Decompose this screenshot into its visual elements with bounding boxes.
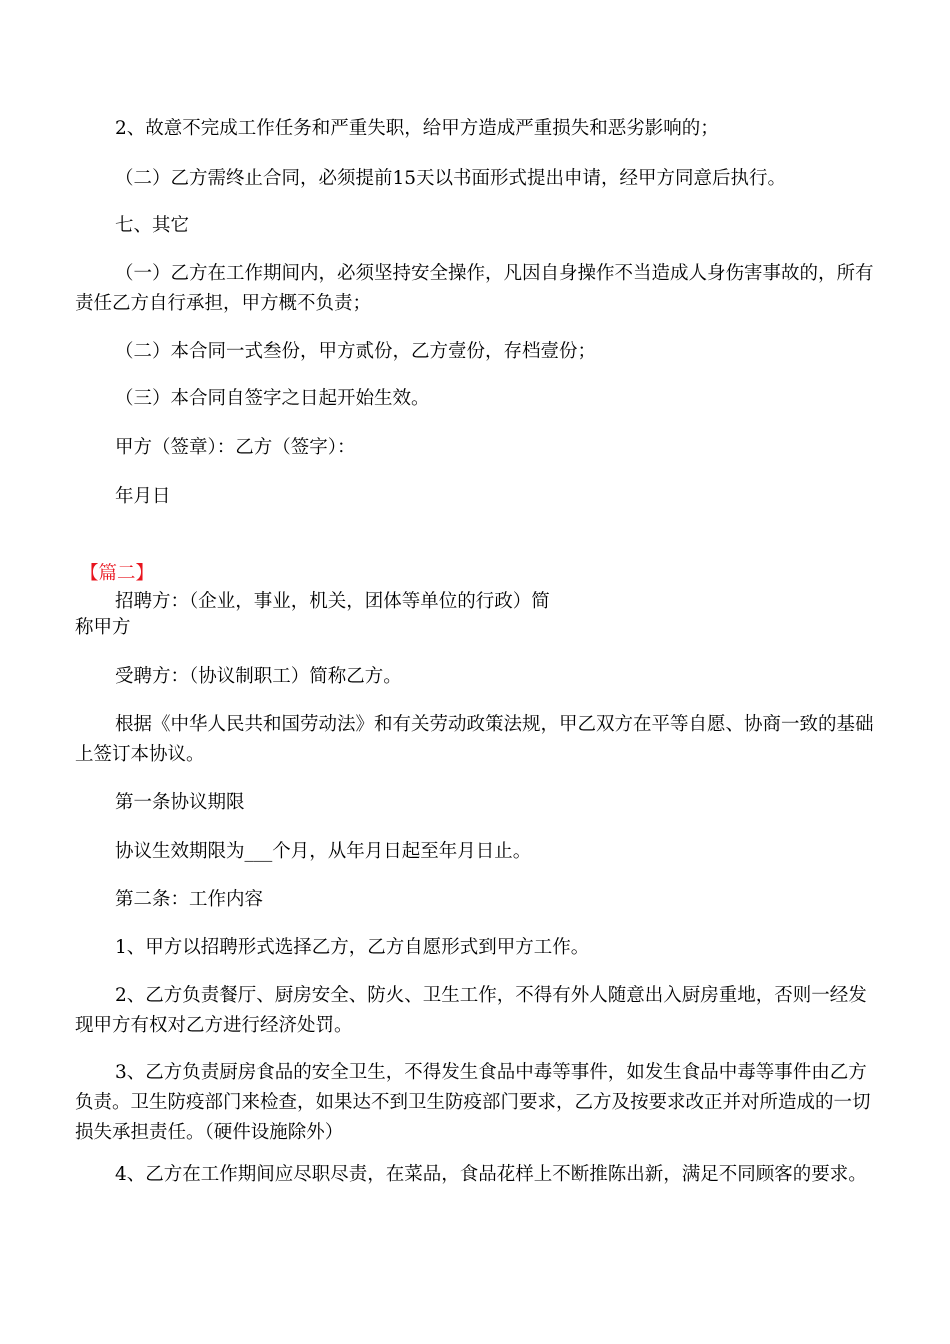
- section-heading-other: 七、其它: [115, 215, 190, 236]
- date-line: 年月日: [115, 486, 171, 507]
- clause-safety-operation: （一）乙方在工作期间内，必须坚持安全操作，凡因自身操作不当造成人身伤害事故的，所有责任乙方自行承担，甲方概不负责；: [75, 263, 874, 314]
- work-item-3: 3、乙方负责厨房食品的安全卫生，不得发生食品中毒等事件，如发生食品中毒等事件由乙方负责。卫生防疫部门来检查，如果达不到卫生防疫部门要求，乙方及按要求改正并对所造成的一切损失承担责任。（硬件设施除外）: [75, 1062, 871, 1143]
- section-tag-part-two: 【篇二】: [80, 563, 155, 584]
- article-2-heading: 第二条：工作内容: [115, 889, 264, 910]
- employee-definition: 受聘方：（协议制职工）简称乙方。: [115, 666, 402, 687]
- signature-line: 甲方（签章）：乙方（签字）：: [115, 437, 356, 458]
- term-paragraph: 协议生效期限为___个月，从年月日起至年月日止。: [115, 841, 532, 862]
- recruiter-line-1: 招聘方：（企业，事业，机关，团体等单位的行政）简: [115, 591, 550, 612]
- clause-effective: （三）本合同自签字之日起开始生效。: [115, 388, 430, 409]
- clause-termination-notice: （二）乙方需终止合同，必须提前15天以书面形式提出申请，经甲方同意后执行。: [115, 168, 787, 189]
- work-item-2: 2、乙方负责餐厅、厨房安全、防火、卫生工作，不得有外人随意出入厨房重地，否则一经发现甲方有权对乙方进行经济处罚。: [75, 985, 867, 1036]
- clause-2-serious-negligence: 2、故意不完成工作任务和严重失职，给甲方造成严重损失和恶劣影响的；: [115, 118, 719, 139]
- work-item-4: 4、乙方在工作期间应尽职尽责，在菜品，食品花样上不断推陈出新，满足不同顾客的要求。: [115, 1164, 867, 1185]
- recruiter-line-2: 称甲方: [75, 617, 131, 638]
- article-1-heading: 第一条协议期限: [115, 792, 245, 813]
- work-item-1: 1、甲方以招聘形式选择乙方，乙方自愿形式到甲方工作。: [115, 937, 590, 958]
- basis-paragraph: 根据《中华人民共和国劳动法》和有关劳动政策法规，甲乙双方在平等自愿、协商一致的基础上签订本协议。: [75, 714, 874, 765]
- clause-copies: （二）本合同一式叁份，甲方贰份，乙方壹份，存档壹份；: [115, 341, 597, 362]
